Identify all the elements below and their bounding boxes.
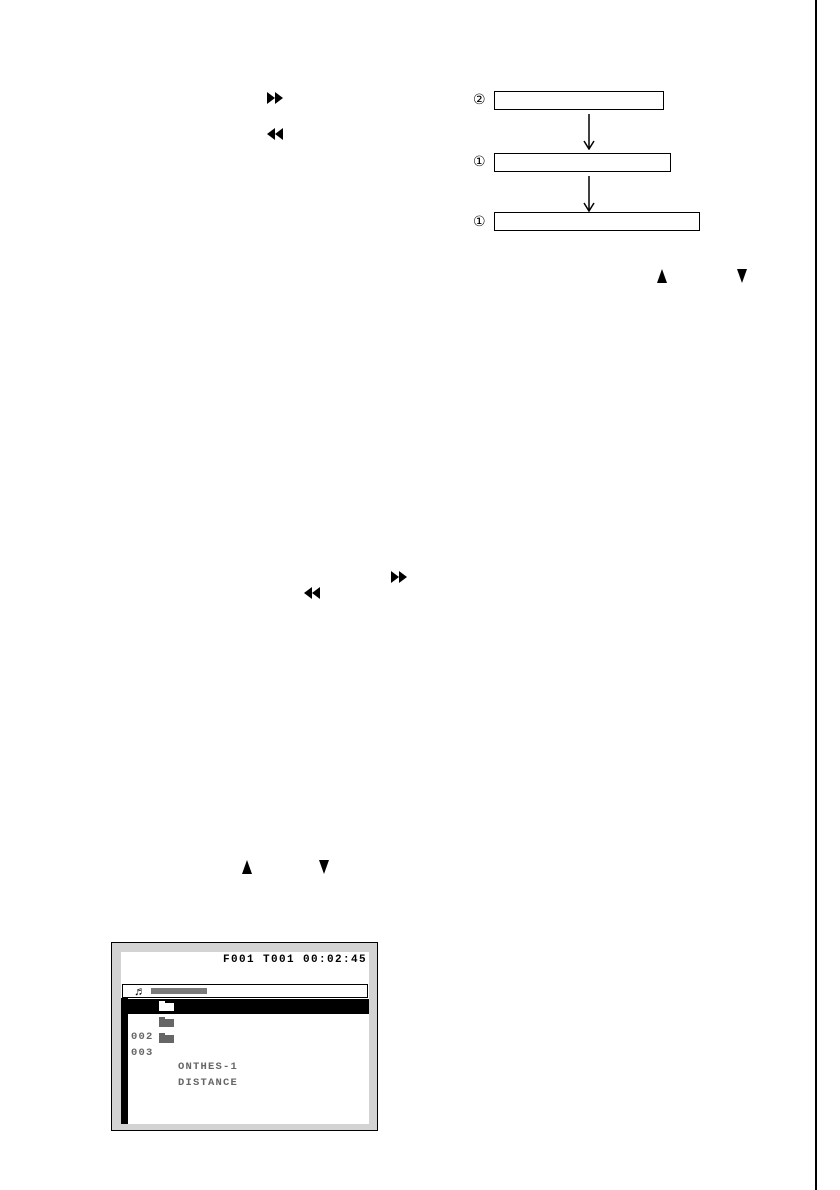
folder-name: DISTANCE [178, 1077, 239, 1089]
fast-forward-icon [266, 91, 286, 105]
flow-step-box [494, 91, 664, 110]
folder-icon [159, 1035, 174, 1043]
folder-index: 003 [131, 1047, 154, 1059]
flow-step-box [494, 212, 700, 231]
up-triangle-icon [656, 268, 668, 284]
list-header [122, 984, 368, 998]
fast-forward-icon [390, 570, 410, 584]
down-triangle-icon [318, 859, 330, 875]
folder-name: ONTHES-1 [178, 1061, 239, 1073]
header-bar [151, 988, 207, 994]
flow-arrow-down [583, 176, 595, 212]
folder-name: MASTER FOLDER [178, 1045, 276, 1057]
down-triangle-icon [736, 268, 748, 284]
page-edge-rule [815, 0, 817, 1190]
flow-step-marker: ① [473, 214, 486, 230]
folder-index: 002 [131, 1031, 154, 1043]
folder-icon [159, 1019, 174, 1027]
list-side-bar [121, 998, 128, 1124]
flow-step-box [494, 153, 671, 172]
flow-step-marker: ① [473, 154, 486, 170]
screen-content [121, 952, 369, 1124]
rewind-icon [264, 127, 284, 141]
flow-step-marker: ② [473, 92, 486, 108]
up-triangle-icon [241, 859, 253, 875]
playback-status: F001 T001 00:02:45 [222, 954, 367, 966]
rewind-icon [301, 586, 321, 600]
folder-list-screen [111, 942, 378, 1131]
music-note-icon: ♬ [134, 984, 146, 998]
folder-index: 001 [131, 1015, 154, 1027]
folder-icon [159, 1003, 174, 1011]
flow-arrow-down [583, 114, 595, 150]
